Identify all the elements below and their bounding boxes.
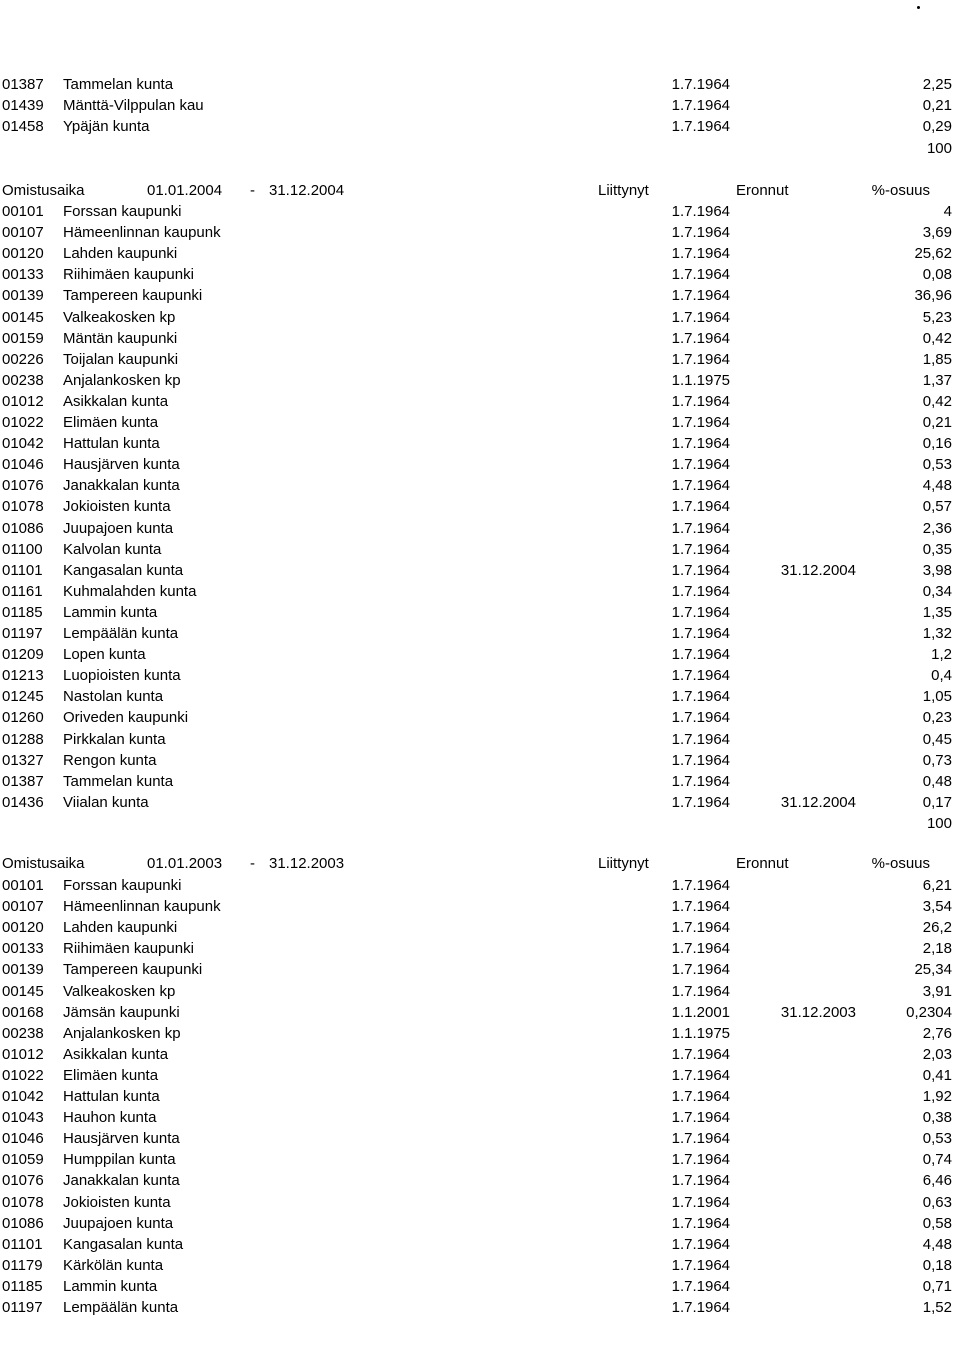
table-row [0,1192,960,1213]
share-percent: 0,08 [922,266,952,284]
share-percent: 0,29 [922,118,952,136]
joined-date: 1.7.1964 [671,919,730,937]
joined-date: 1.7.1964 [671,582,730,600]
member-code: 00145 [2,308,44,326]
member-name: Kangasalan kunta [63,561,184,579]
share-percent: 0,2304 [906,1003,952,1021]
member-code: 00139 [2,961,44,979]
joined-date: 1.7.1964 [671,898,730,916]
table-row [0,602,960,623]
joined-date: 1.7.1964 [671,435,730,453]
joined-date: 1.7.1964 [671,730,730,748]
period-start: 01.01.2004 [147,182,223,199]
table-row [0,1086,960,1107]
joined-date: 1.7.1964 [671,1172,730,1190]
member-code: 00238 [2,371,44,389]
table-row [0,665,960,686]
joined-date: 1.7.1964 [671,97,730,115]
member-name: Viialan kunta [63,793,149,811]
period-end: 31.12.2003 [269,855,345,872]
member-code: 01458 [2,118,44,136]
share-percent: 25,62 [914,245,952,263]
table-row [0,875,960,896]
joined-date: 1.1.1975 [671,371,730,389]
member-code: 00120 [2,919,44,937]
share-percent: 0,38 [922,1109,952,1127]
share-percent: 0,58 [922,1214,952,1232]
member-code: 01101 [2,561,43,579]
joined-date: 1.7.1964 [671,540,730,558]
share-percent: 0,45 [922,730,952,748]
member-code: 00145 [2,982,44,1000]
table-row [0,1297,960,1318]
table-row [0,1065,960,1086]
col-joined-header: Liittynyt [598,855,649,872]
table-row [0,222,960,243]
member-name: Elimäen kunta [63,1066,159,1084]
member-code: 01185 [2,603,43,621]
joined-date: 1.7.1964 [671,961,730,979]
member-code: 00159 [2,329,44,347]
member-code: 01012 [2,1045,44,1063]
table-row [0,433,960,454]
member-code: 01213 [2,667,44,685]
joined-date: 1.1.1975 [671,1024,730,1042]
joined-date: 1.7.1964 [671,1299,730,1316]
left-date: 31.12.2003 [780,1003,856,1021]
member-name: Jokioisten kunta [63,1193,171,1211]
share-percent: 5,23 [922,308,952,326]
member-name: Tampereen kaupunki [63,287,203,305]
share-percent: 0,73 [922,751,952,769]
member-code: 01076 [2,477,44,495]
member-code: 01012 [2,392,44,410]
share-percent: 0,16 [922,435,952,453]
share-percent: 1,2 [931,646,952,664]
member-name: Rengon kunta [63,751,157,769]
table-row [0,707,960,728]
period-end: 31.12.2004 [269,182,345,199]
share-percent: 0,17 [922,793,952,811]
share-percent: 1,32 [922,625,952,642]
joined-date: 1.7.1964 [671,245,730,263]
member-name: Asikkalan kunta [63,392,169,410]
joined-date: 1.7.1964 [671,1256,730,1274]
member-name: Nastolan kunta [63,688,164,706]
share-percent: 1,52 [922,1299,952,1316]
member-name: Juupajoen kunta [63,519,174,537]
table-row [0,328,960,349]
joined-date: 1.7.1964 [671,118,730,136]
joined-date: 1.7.1964 [671,1277,730,1295]
joined-date: 1.7.1964 [671,308,730,326]
member-name: Forssan kaupunki [63,877,182,894]
member-code: 01022 [2,414,44,431]
member-code: 01046 [2,1130,44,1148]
joined-date: 1.7.1964 [671,877,730,894]
member-name: Kärkölän kunta [63,1256,164,1274]
table-row [0,623,960,644]
total-top: 100 [926,140,952,157]
period-dash: - [250,855,255,872]
member-name: Oriveden kaupunki [63,709,189,727]
member-code: 00133 [2,940,44,958]
table-row [0,1213,960,1234]
share-percent: 3,54 [922,898,952,916]
share-percent: 0,35 [922,540,952,558]
member-code: 01022 [2,1066,44,1084]
table-row [0,307,960,328]
share-percent: 1,35 [922,603,952,621]
member-code: 00107 [2,224,44,242]
member-name: Tammelan kunta [63,76,174,93]
table-row [0,349,960,370]
share-percent: 0,21 [922,97,952,115]
joined-date: 1.7.1964 [671,982,730,1000]
member-code: 01100 [2,540,43,558]
table-row [0,95,960,116]
joined-date: 1.7.1964 [671,625,730,642]
table-row [0,518,960,539]
member-code: 00101 [2,877,44,894]
period-dash: - [250,182,255,199]
col-pct-header: %-osuus [871,855,930,872]
joined-date: 1.7.1964 [671,287,730,305]
share-percent: 1,92 [922,1088,952,1105]
member-code: 01185 [2,1277,43,1295]
member-code: 01086 [2,1214,44,1232]
col-left-header: Eronnut [736,855,789,872]
col-joined-header: Liittynyt [598,182,649,199]
member-code: 00101 [2,203,44,220]
joined-date: 1.7.1964 [671,709,730,727]
share-percent: 6,21 [922,877,952,894]
member-name: Anjalankosken kp [63,1024,181,1042]
member-name: Riihimäen kaupunki [63,940,194,958]
col-pct-header: %-osuus [871,182,930,199]
member-code: 00133 [2,266,44,284]
member-code: 01042 [2,435,44,453]
table-row [0,391,960,412]
joined-date: 1.7.1964 [671,519,730,537]
table-row [0,1107,960,1128]
table-row [0,74,960,95]
member-name: Elimäen kunta [63,414,159,431]
share-percent: 1,85 [922,350,952,368]
joined-date: 1.7.1964 [671,224,730,242]
joined-date: 1.7.1964 [671,1130,730,1148]
member-code: 01387 [2,772,44,790]
share-percent: 4,48 [922,477,952,495]
table-row [0,1276,960,1297]
member-name: Mäntän kaupunki [63,329,178,347]
member-name: Lahden kaupunki [63,245,178,263]
table-row [0,581,960,602]
member-name: Valkeakosken kp [63,982,176,1000]
share-percent: 3,91 [922,982,952,1000]
member-code: 01046 [2,456,44,474]
member-name: Lammin kunta [63,1277,158,1295]
member-name: Hattulan kunta [63,435,160,453]
member-code: 01043 [2,1109,44,1127]
joined-date: 1.1.2001 [671,1003,730,1021]
member-name: Anjalankosken kp [63,371,181,389]
member-name: Hämeenlinnan kaupunk [63,224,221,242]
share-percent: 0,74 [922,1151,952,1169]
table-row [0,729,960,750]
joined-date: 1.7.1964 [671,688,730,706]
member-name: Hattulan kunta [63,1088,160,1105]
share-percent: 0,18 [922,1256,952,1274]
share-percent: 0,42 [922,329,952,347]
joined-date: 1.7.1964 [671,350,730,368]
table-row [0,771,960,792]
joined-date: 1.7.1964 [671,667,730,685]
joined-date: 1.7.1964 [671,1235,730,1253]
joined-date: 1.7.1964 [671,1045,730,1063]
member-name: Humppilan kunta [63,1151,176,1169]
member-code: 01209 [2,646,44,664]
share-percent: 0,57 [922,498,952,516]
share-percent: 0,21 [922,414,952,431]
table-row [0,1128,960,1149]
member-name: Mänttä-Vilppulan kau [63,97,204,115]
joined-date: 1.7.1964 [671,329,730,347]
share-percent: 0,42 [922,392,952,410]
table-row [0,285,960,306]
member-name: Hämeenlinnan kaupunk [63,898,221,916]
member-name: Forssan kaupunki [63,203,182,220]
member-code: 01245 [2,688,44,706]
member-name: Lempäälän kunta [63,1299,179,1316]
member-code: 01101 [2,1235,43,1253]
joined-date: 1.7.1964 [671,751,730,769]
table-row [0,981,960,1002]
joined-date: 1.7.1964 [671,793,730,811]
member-code: 00238 [2,1024,44,1042]
share-percent: 1,37 [922,371,952,389]
joined-date: 1.7.1964 [671,266,730,284]
member-code: 01086 [2,519,44,537]
table-row [0,243,960,264]
period-start: 01.01.2003 [147,855,223,872]
member-code: 00120 [2,245,44,263]
member-name: Kangasalan kunta [63,1235,184,1253]
share-percent: 0,53 [922,1130,952,1148]
left-date: 31.12.2004 [780,793,856,811]
left-date: 31.12.2004 [780,561,856,579]
col-left-header: Eronnut [736,182,789,199]
member-code: 01327 [2,751,44,769]
joined-date: 1.7.1964 [671,203,730,220]
table-row [0,644,960,665]
joined-date: 1.7.1964 [671,603,730,621]
member-name: Lopen kunta [63,646,146,664]
share-percent: 6,46 [922,1172,952,1190]
table-row [0,560,960,581]
joined-date: 1.7.1964 [671,561,730,579]
table-row [0,201,960,222]
member-name: Lahden kaupunki [63,919,178,937]
joined-date: 1.7.1964 [671,477,730,495]
member-name: Ypäjän kunta [63,118,150,136]
share-percent: 0,41 [922,1066,952,1084]
share-percent: 2,36 [922,519,952,537]
member-name: Hauhon kunta [63,1109,157,1127]
share-percent: 3,69 [922,224,952,242]
member-name: Janakkalan kunta [63,1172,180,1190]
joined-date: 1.7.1964 [671,1193,730,1211]
member-code: 01078 [2,1193,44,1211]
table-row [0,1023,960,1044]
table-row [0,1149,960,1170]
ownership-label: Omistusaika [2,182,85,199]
member-code: 00226 [2,350,44,368]
share-percent: 3,98 [922,561,952,579]
member-code: 01059 [2,1151,44,1169]
share-percent: 0,4 [931,667,952,685]
share-percent: 0,63 [922,1193,952,1211]
scan-speck [917,6,920,9]
member-name: Jämsän kaupunki [63,1003,180,1021]
table-row [0,412,960,433]
joined-date: 1.7.1964 [671,1066,730,1084]
share-percent: 26,2 [922,919,952,937]
member-code: 01260 [2,709,44,727]
member-name: Valkeakosken kp [63,308,176,326]
table-row [0,370,960,391]
joined-date: 1.7.1964 [671,1151,730,1169]
joined-date: 1.7.1964 [671,940,730,958]
joined-date: 1.7.1964 [671,1088,730,1105]
member-name: Janakkalan kunta [63,477,180,495]
table-row [0,917,960,938]
ownership-label: Omistusaika [2,855,85,872]
member-name: Pirkkalan kunta [63,730,166,748]
table-row [0,1170,960,1191]
table-row [0,896,960,917]
joined-date: 1.7.1964 [671,646,730,664]
table-row [0,1002,960,1023]
share-percent: 2,76 [922,1024,952,1042]
member-name: Lempäälän kunta [63,625,179,642]
table-row [0,750,960,771]
member-name: Hausjärven kunta [63,1130,180,1148]
table-row [0,475,960,496]
share-percent: 1,05 [922,688,952,706]
share-percent: 0,53 [922,456,952,474]
table-row [0,686,960,707]
member-code: 01288 [2,730,44,748]
member-code: 01161 [2,582,43,600]
member-name: Kalvolan kunta [63,540,162,558]
table-row [0,959,960,980]
section-2004-header [0,180,960,201]
member-name: Riihimäen kaupunki [63,266,194,284]
member-code: 01197 [2,625,43,642]
share-percent: 25,34 [914,961,952,979]
joined-date: 1.7.1964 [671,414,730,431]
total-2004: 100 [926,815,952,832]
joined-date: 1.7.1964 [671,772,730,790]
member-code: 01076 [2,1172,44,1190]
table-row [0,496,960,517]
member-code: 01078 [2,498,44,516]
share-percent: 2,03 [922,1045,952,1063]
member-code: 01179 [2,1256,43,1274]
member-name: Kuhmalahden kunta [63,582,197,600]
table-row [0,116,960,137]
joined-date: 1.7.1964 [671,76,730,93]
member-code: 01436 [2,793,44,811]
share-percent: 0,71 [922,1277,952,1295]
joined-date: 1.7.1964 [671,392,730,410]
table-row [0,1044,960,1065]
share-percent: 0,34 [922,582,952,600]
table-row [0,264,960,285]
member-name: Jokioisten kunta [63,498,171,516]
member-code: 01439 [2,97,44,115]
member-name: Luopioisten kunta [63,667,181,685]
share-percent: 0,48 [922,772,952,790]
joined-date: 1.7.1964 [671,456,730,474]
member-code: 01042 [2,1088,44,1105]
share-percent: 2,18 [922,940,952,958]
member-code: 01387 [2,76,44,93]
share-percent: 0,23 [922,709,952,727]
joined-date: 1.7.1964 [671,1109,730,1127]
table-row [0,938,960,959]
joined-date: 1.7.1964 [671,498,730,516]
member-code: 00168 [2,1003,44,1021]
member-name: Tammelan kunta [63,772,174,790]
joined-date: 1.7.1964 [671,1214,730,1232]
member-name: Tampereen kaupunki [63,961,203,979]
member-code: 00107 [2,898,44,916]
share-percent: 36,96 [914,287,952,305]
member-name: Lammin kunta [63,603,158,621]
share-percent: 4 [943,203,952,220]
share-percent: 4,48 [922,1235,952,1253]
table-row [0,792,960,813]
table-row [0,539,960,560]
member-code: 00139 [2,287,44,305]
member-code: 01197 [2,1299,43,1316]
member-name: Hausjärven kunta [63,456,180,474]
member-name: Juupajoen kunta [63,1214,174,1232]
table-row [0,454,960,475]
section-2003-header [0,853,960,874]
member-name: Toijalan kaupunki [63,350,179,368]
share-percent: 2,25 [922,76,952,93]
table-row [0,1234,960,1255]
member-name: Asikkalan kunta [63,1045,169,1063]
table-row [0,1255,960,1276]
